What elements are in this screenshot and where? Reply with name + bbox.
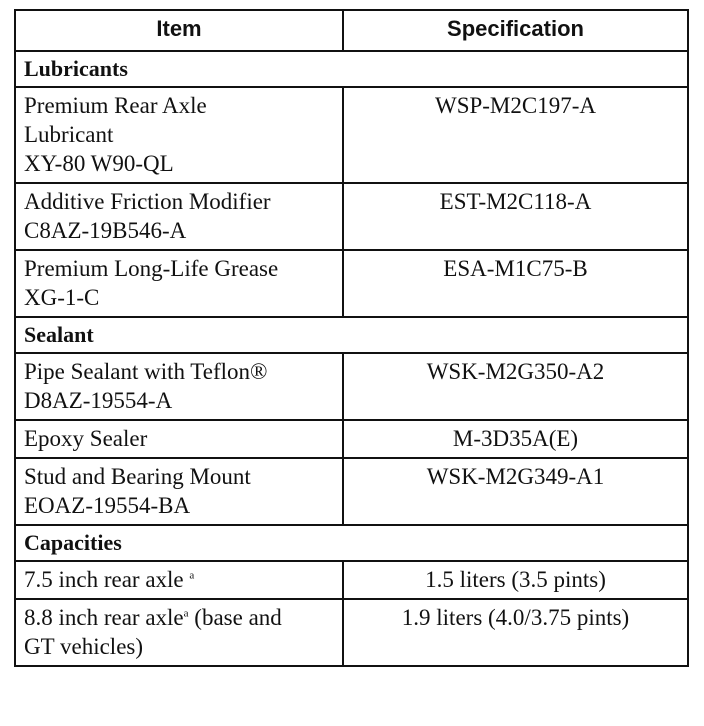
table-row [15, 458, 688, 525]
footnote-marker: a [183, 607, 189, 620]
table-row [15, 250, 688, 317]
footnote-marker: a [189, 569, 195, 582]
spec-cell: WSP-M2C197-A [343, 87, 688, 183]
section-title: Sealant [15, 317, 688, 353]
section-row-sealant [15, 317, 688, 353]
item-part-number: XY-80 W90-QL [24, 151, 174, 176]
specification-table [14, 9, 689, 667]
spec-cell: ESA-M1C75-B [343, 250, 688, 317]
item-line: Premium Rear Axle [24, 93, 207, 118]
item-cell [15, 458, 343, 525]
item-part-number: C8AZ-19B546-A [24, 218, 187, 243]
item-part-number: XG-1-C [24, 285, 100, 310]
item-part-number: EOAZ-19554-BA [24, 493, 191, 518]
spec-cell: 1.9 liters (4.0/3.75 pints) [343, 599, 688, 666]
item-cell [15, 420, 343, 458]
item-line: 7.5 inch rear axle [24, 567, 184, 592]
item-line: Premium Long-Life Grease [24, 256, 279, 281]
specification-column-header: Specification [343, 10, 688, 51]
item-cell [15, 561, 343, 599]
item-cell [15, 599, 343, 666]
spec-cell: WSK-M2G350-A2 [343, 353, 688, 420]
table-row [15, 599, 688, 666]
table-row [15, 353, 688, 420]
section-title: Lubricants [15, 51, 688, 87]
item-part-number: D8AZ-19554-A [24, 388, 173, 413]
item-cell [15, 183, 343, 250]
item-cell [15, 250, 343, 317]
item-column-header: Item [15, 10, 343, 51]
section-row-lubricants [15, 51, 688, 87]
spec-cell: M-3D35A(E) [343, 420, 688, 458]
item-line: 8.8 inch rear axle [24, 605, 184, 630]
spec-cell: EST-M2C118-A [343, 183, 688, 250]
item-line: Lubricant [24, 122, 114, 147]
item-line: (base and [194, 605, 282, 630]
section-title: Capacities [15, 525, 688, 561]
item-line: Epoxy Sealer [24, 426, 148, 451]
item-cell [15, 87, 343, 183]
spec-cell: 1.5 liters (3.5 pints) [343, 561, 688, 599]
table-row [15, 561, 688, 599]
table-row [15, 183, 688, 250]
item-line: Additive Friction Modifier [24, 189, 271, 214]
section-row-capacities [15, 525, 688, 561]
item-line: Stud and Bearing Mount [24, 464, 251, 489]
header-row [15, 10, 688, 51]
item-cell [15, 353, 343, 420]
table-row [15, 87, 688, 183]
item-line: Pipe Sealant with Teflon® [24, 359, 268, 384]
spec-cell: WSK-M2G349-A1 [343, 458, 688, 525]
item-line: GT vehicles) [24, 634, 144, 659]
table-row [15, 420, 688, 458]
